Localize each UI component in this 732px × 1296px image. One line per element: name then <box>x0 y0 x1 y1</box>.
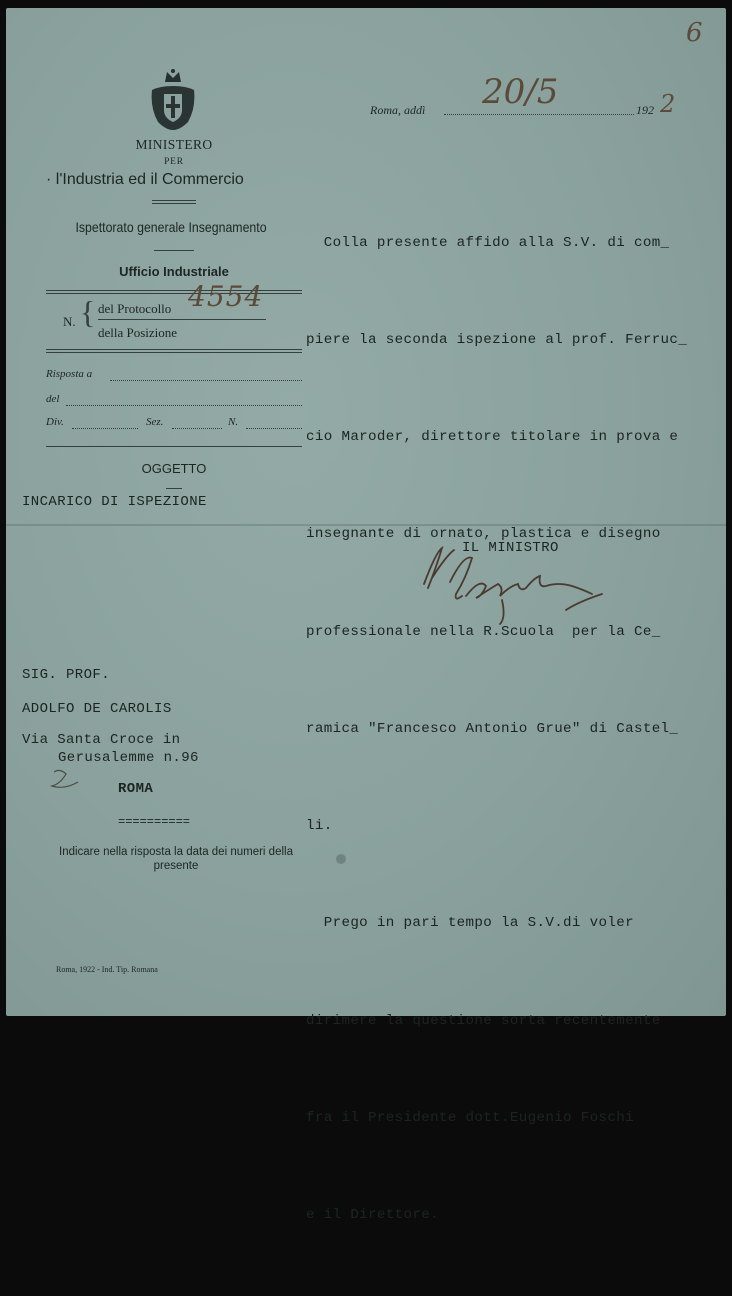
ministry-label: MINISTERO <box>135 137 213 152</box>
pencil-mark <box>50 764 86 794</box>
body-line: professionale nella R.Scuola per la Ce_ <box>306 623 661 640</box>
reply-instruction: Indicare nella risposta la data dei numeri della presente <box>59 846 293 872</box>
recipient-street-cont: Gerusalemme n.96 <box>58 750 199 766</box>
paper-blemish <box>336 854 346 864</box>
body-line: Prego in pari tempo la S.V.di voler <box>306 915 634 932</box>
number-label: N. <box>63 314 76 329</box>
recipient-street: Via Santa Croce in <box>22 732 181 748</box>
body-paragraph <box>306 162 687 1296</box>
inspectorate-label: Ispettorato generale Insegnamento <box>75 219 267 235</box>
date-place: Roma, addì <box>370 103 426 117</box>
date-line <box>444 114 634 115</box>
reply-label: Risposta a <box>46 368 93 380</box>
divider <box>46 446 302 447</box>
body-line: fra il Presidente dott.Eugenio Foschi <box>306 1109 634 1126</box>
fill-line <box>172 428 222 429</box>
divider <box>46 349 302 350</box>
body-line: dirimere la questione sorta recentemente <box>306 1012 661 1029</box>
body-line: li. <box>306 818 333 835</box>
page-number: 6 <box>686 18 703 48</box>
body-line: cio Maroder, direttore titolare in prova e <box>306 429 679 446</box>
per-label: PER <box>164 157 184 167</box>
ministry-name-text: l'Industria ed il Commercio <box>55 171 244 188</box>
office-label: Ufficio Industriale <box>119 264 229 279</box>
date-year-handwritten: 2 <box>660 90 676 118</box>
fill-line <box>66 405 302 406</box>
ministry-name <box>46 171 306 189</box>
printer-imprint: Roma, 1922 - Ind. Tip. Romana <box>56 965 158 974</box>
body-line: Colla presente affido alla S.V. di com_ <box>306 234 670 251</box>
divider <box>166 488 182 489</box>
divider <box>46 352 302 353</box>
handwritten-signature <box>406 538 606 638</box>
letter-sheet <box>6 8 726 1223</box>
body-line: e il Direttore. <box>306 1207 439 1223</box>
divider <box>154 250 194 251</box>
n-label: N. <box>228 416 239 428</box>
body-line: ramica "Francesco Antonio Grue" di Castel_ <box>306 720 679 737</box>
div-label: Div. <box>46 416 64 428</box>
fill-line <box>246 428 302 429</box>
brace: { <box>80 294 96 330</box>
position-label: della Posizione <box>98 325 178 340</box>
date-handwritten: 20/5 <box>482 72 559 112</box>
protocol-label: del Protocollo <box>98 301 172 316</box>
date-year-printed: 192 <box>636 103 654 117</box>
recipient-title: SIG. PROF. <box>22 667 111 683</box>
recipient-city: ROMA <box>118 781 154 797</box>
sez-label: Sez. <box>146 416 164 428</box>
bullet-dot: · <box>46 171 52 188</box>
divider <box>152 200 196 201</box>
body-line: insegnante di ornato, plastica e disegno <box>306 526 661 543</box>
subject-heading: OGGETTO <box>141 461 207 476</box>
recipient-name: ADOLFO DE CAROLIS <box>22 701 172 717</box>
divider <box>152 203 196 204</box>
double-underline-mark: ========== <box>118 815 191 829</box>
del-label: del <box>46 393 60 405</box>
fill-line <box>110 380 302 381</box>
subject-text: INCARICO DI ISPEZIONE <box>22 494 207 510</box>
protocol-number: 4554 <box>188 280 264 313</box>
divider <box>46 290 302 291</box>
coat-of-arms-emblem <box>148 68 198 132</box>
signatory-title: IL MINISTRO <box>462 540 559 556</box>
fill-line <box>72 428 138 429</box>
divider <box>98 319 266 320</box>
body-line: piere la seconda ispezione al prof. Ferruc_ <box>306 332 688 349</box>
